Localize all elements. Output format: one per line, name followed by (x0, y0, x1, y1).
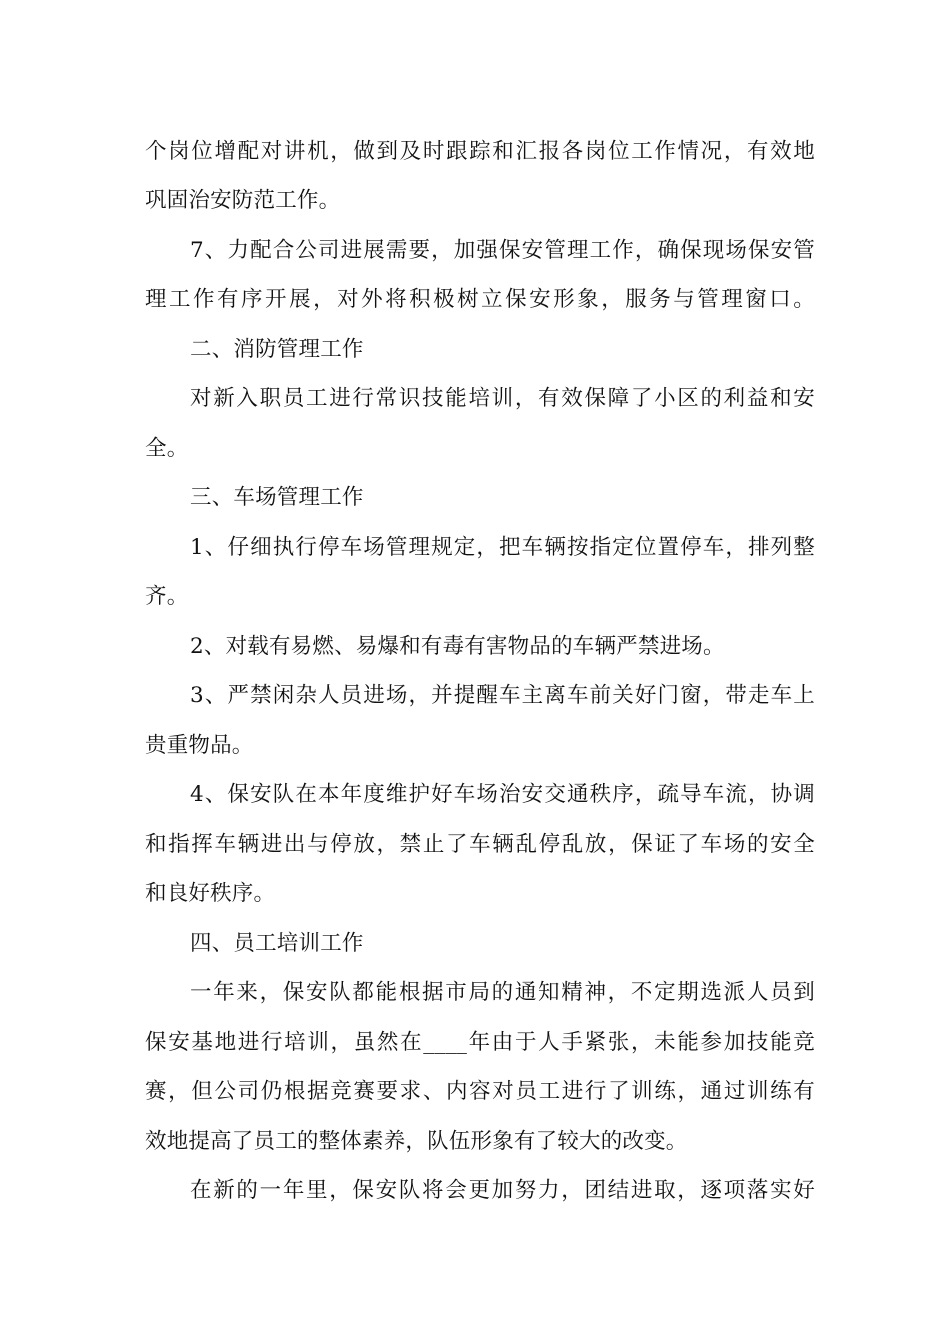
paragraph-line: 巩固治安防范工作。 (145, 188, 341, 213)
paragraph-line: 3、严禁闲杂人员进场，并提醒车主离车前关好门窗，带走车上 (190, 683, 815, 708)
paragraph-line: 2、对载有易燃、易爆和有毒有害物品的车辆严禁进场。 (190, 634, 725, 659)
paragraph-line: 4、保安队在本年度维护好车场治安交通秩序，疏导车流，协调 (190, 782, 815, 807)
section-heading: 四、员工培训工作 (190, 931, 364, 956)
paragraph-line: 效地提高了员工的整体素养，队伍形象有了较大的改变。 (145, 1129, 688, 1154)
paragraph-line: 贵重物品。 (145, 733, 254, 758)
paragraph-line: 理工作有序开展，对外将积极树立保安形象，服务与管理窗口。 (145, 287, 815, 312)
paragraph-line: 和良好秩序。 (145, 881, 276, 906)
paragraph-line: 和指挥车辆进出与停放，禁止了车辆乱停乱放，保证了车场的安全 (145, 832, 815, 857)
paragraph-line: 赛，但公司仍根据竞赛要求、内容对员工进行了训练，通过训练有 (145, 1079, 815, 1104)
paragraph-line: 在新的一年里，保安队将会更加努力，团结进取，逐项落实好 (190, 1178, 815, 1203)
paragraph-line: 全。 (145, 436, 189, 461)
paragraph-line: 对新入职员工进行常识技能培训，有效保障了小区的利益和安 (190, 386, 815, 411)
section-heading: 三、车场管理工作 (190, 485, 364, 510)
paragraph-line: 1、仔细执行停车场管理规定，把车辆按指定位置停车，排列整 (190, 535, 815, 560)
paragraph-line: 个岗位增配对讲机，做到及时跟踪和汇报各岗位工作情况，有效地 (145, 139, 815, 164)
paragraph-line: 7、力配合公司进展需要，加强保安管理工作，确保现场保安管 (190, 238, 815, 263)
paragraph-line: 齐。 (145, 584, 189, 609)
paragraph-line: 保安基地进行培训，虽然在____年由于人手紧张，未能参加技能竞 (145, 1030, 815, 1055)
paragraph-line: 一年来，保安队都能根据市局的通知精神，不定期选派人员到 (190, 980, 815, 1005)
section-heading: 二、消防管理工作 (190, 337, 364, 362)
